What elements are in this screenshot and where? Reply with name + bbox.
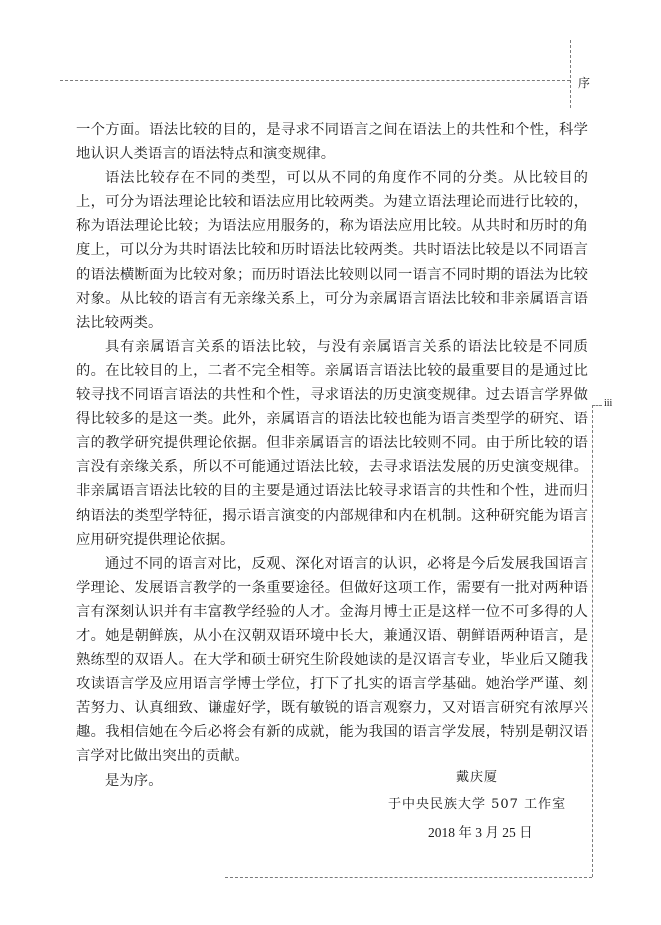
header-divider xyxy=(60,80,570,81)
signature-place: 于中央民族大学 507 工作室 xyxy=(388,797,567,812)
page-number-tick xyxy=(592,405,602,406)
paragraph-closing: 是为序。 xyxy=(105,772,163,789)
paragraph-kinship-comparison: 具有亲属语言关系的语法比较，与没有亲属语言关系的语法比较是不同质的。在比较目的上，二者不完全相等。亲属语言语法比较的最重要目的是通过比较寻找不同语言语法的共性和个性，寻求语法的历史演变规律。过去语言学界做得比较多的是这一类。此外，亲属语言的语法比较也能为语言类型学的研究、语言的教学研究提供理论依据。但非亲属语言的语法比较则不同。由于所比较的语言没有亲缘关系，所以不可能通过语法比较，去寻求语法发展的历史演变规律。非亲属语言语法比较的目的主要是通过语法比较寻求语言的共性和个性，进而归纳语法的类型学特征，揭示语言演变的内部规律和内在机制。这种研究能为语言应用研究提供理论依据。 xyxy=(76,338,588,548)
signature-name: 戴庆厦 xyxy=(456,770,499,785)
paragraph-continuation: 一个方面。语法比较的目的，是寻求不同语言之间在语法上的共性和个性，科学地认识人类语言的语法特点和演变规律。 xyxy=(76,122,588,163)
footer-divider xyxy=(225,877,592,878)
section-label: 序 xyxy=(578,76,591,90)
paragraph-author-introduction: 通过不同的语言对比，反观、深化对语言的认识，必将是今后发展我国语言学理论、发展语言教学的一条重要途径。但做好这项工作，需要有一批对两种语言有深刻认识并有丰富教学经验的人才。金海月博士正是这样一位不可多得的人才。她是朝鲜族，从小在汉朝双语环境中长大，兼通汉语、朝鲜语两种语言，是熟练型的双语人。在大学和硕士研究生阶段她读的是汉语言专业，毕业后又随我攻读语言学及应用语言学博士学位，打下了扎实的语言学基础。她治学严谨、刻苦努力、认真细致、谦虚好学，既有敏锐的语言观察力，又对语言研究有浓厚兴趣。我相信她在今后必将会有新的成就，能为我国的语言学发展，特别是朝汉语言学对比做出突出的贡献。 xyxy=(76,555,588,765)
signature-date: 2018 年 3 月 25 日 xyxy=(428,825,533,840)
page-number: iii xyxy=(604,398,613,409)
preface-body xyxy=(76,118,588,793)
paragraph-comparison-types: 语法比较存在不同的类型，可以从不同的角度作不同的分类。从比较目的上，可分为语法理论比较和语法应用比较两类。为建立语法理论而进行比较的，称为语法理论比较；为语法应用服务的，称为语法应用比较。从共时和历时的角度上，可以分为共时语法比较和历时语法比较两类。共时语法比较是以不同语言的语法横断面为比较对象；而历时语法比较则以同一语言不同时期的语法为比较对象。从比较的语言有无亲缘关系上，可分为亲属语言语法比较和非亲属语言语法比较两类。 xyxy=(76,170,588,331)
side-vertical-rule xyxy=(592,405,593,877)
header-vertical-rule xyxy=(570,40,571,108)
